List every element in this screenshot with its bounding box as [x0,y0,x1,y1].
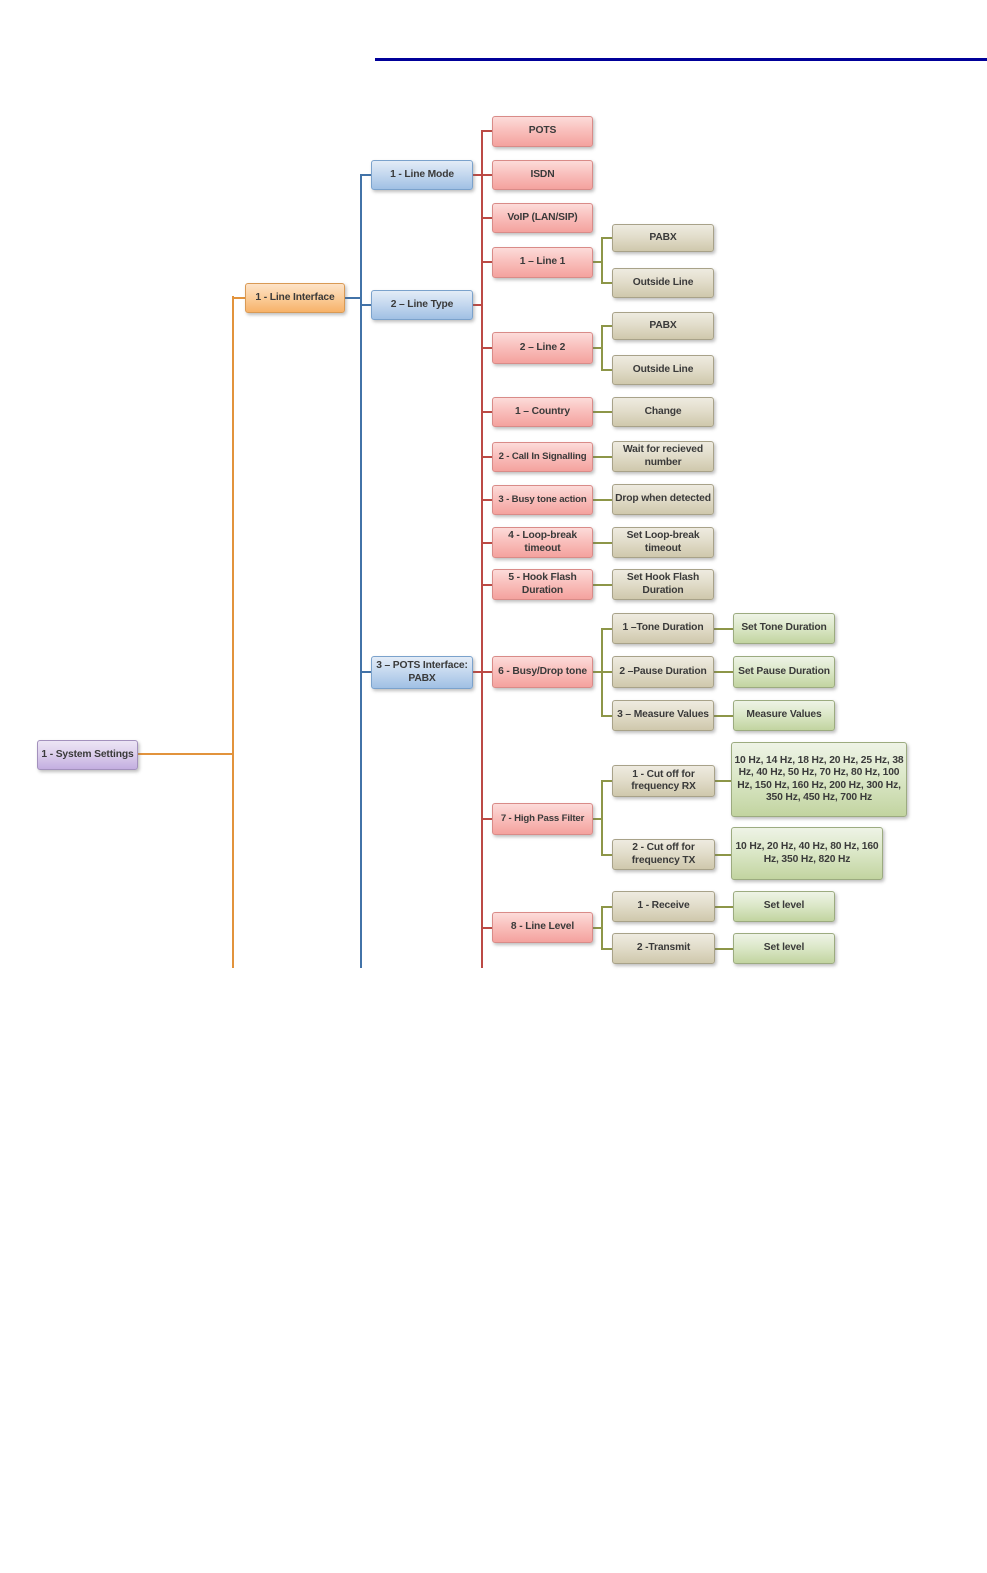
connector-olive [601,369,612,371]
connector-red [481,130,492,132]
node-loopbreak: 4 - Loop-break timeout [492,527,593,558]
node-pabx1: PABX [612,224,714,252]
connector-olive [601,237,603,284]
node-setlevel2: Set level [733,933,835,964]
connector-red [481,584,492,586]
connector-blue [360,174,371,176]
node-cuttx: 2 - Cut off for frequency TX [612,839,715,870]
node-receive: 1 - Receive [612,891,715,922]
connector-olive [713,715,733,717]
connector-red [481,347,492,349]
connector-olive [713,671,733,673]
connector-red [481,456,492,458]
connector-olive [715,780,731,782]
connector-orange [138,753,233,755]
node-system-settings: 1 - System Settings [37,740,138,770]
connector-olive [601,780,603,856]
node-sethook: Set Hook Flash Duration [612,569,714,600]
connector-olive [601,628,612,630]
connector-red [481,818,492,820]
node-line-mode: 1 - Line Mode [371,160,473,190]
node-transmit: 2 -Transmit [612,933,715,964]
connector-olive [593,542,612,544]
connector-olive [601,854,612,856]
connector-olive [593,411,612,413]
node-line1: 1 – Line 1 [492,247,593,278]
node-linelevel: 8 - Line Level [492,912,593,943]
connector-olive [601,325,612,327]
connector-orange [232,297,245,299]
node-change: Change [612,397,714,427]
node-setpause: Set Pause Duration [733,656,835,688]
node-isdn: ISDN [492,160,593,190]
connector-red [481,542,492,544]
connector-red [481,927,492,929]
connector-olive [601,237,612,239]
node-waitnum: Wait for recieved number [612,441,714,472]
connector-olive [601,906,603,950]
node-busydrop: 6 - Busy/Drop tone [492,656,593,688]
connector-olive [715,906,733,908]
connector-olive [601,671,612,673]
connector-olive [601,715,612,717]
connector-red [481,217,492,219]
node-country: 1 – Country [492,397,593,427]
node-dropdet: Drop when detected [612,484,714,515]
connector-red [481,411,492,413]
node-pots: POTS [492,116,593,147]
node-hookflash: 5 - Hook Flash Duration [492,569,593,600]
node-highpass: 7 - High Pass Filter [492,803,593,835]
node-pots-interface: 3 – POTS Interface: PABX [371,656,473,689]
connector-red [481,261,492,263]
node-rxfreq: 10 Hz, 14 Hz, 18 Hz, 20 Hz, 25 Hz, 38 Hz, 40 Hz, 50 Hz, 70 Hz, 80 Hz, 100 Hz, 150 Hz, 160 Hz, 200 Hz, 300 Hz, 350 Hz, 450 Hz, 700 Hz [731,742,907,817]
node-callin: 2 - Call In Signalling [492,442,593,472]
node-pausedur: 2 –Pause Duration [612,656,714,688]
node-line2: 2 – Line 2 [492,332,593,364]
connector-blue [360,304,371,306]
connector-olive [601,906,612,908]
node-busytone: 3 - Busy tone action [492,485,593,515]
node-setlevel1: Set level [733,891,835,922]
node-measvals: Measure Values [733,700,835,731]
node-line-interface: 1 - Line Interface [245,283,345,313]
connector-olive [601,948,612,950]
node-cutrx: 1 - Cut off for frequency RX [612,765,715,797]
connector-olive [593,456,612,458]
node-outside1: Outside Line [612,268,714,298]
connector-blue [360,671,371,673]
connector-olive [601,282,612,284]
connector-olive [715,948,733,950]
connector-red [481,130,483,968]
connector-orange [232,296,234,968]
connector-olive [593,584,612,586]
node-setloop: Set Loop-break timeout [612,527,714,558]
connector-olive [601,780,612,782]
node-settone: Set Tone Duration [733,613,835,644]
node-tonedur: 1 –Tone Duration [612,613,714,644]
node-voip: VoIP (LAN/SIP) [492,203,593,233]
node-pabx2: PABX [612,312,714,340]
connector-olive [601,325,603,371]
node-txfreq: 10 Hz, 20 Hz, 40 Hz, 80 Hz, 160 Hz, 350 Hz, 820 Hz [731,827,883,880]
connector-olive [715,854,731,856]
node-measure: 3 – Measure Values [612,700,714,731]
connector-olive [593,499,612,501]
connector-blue [345,297,361,299]
connector-olive [713,628,733,630]
node-outside2: Outside Line [612,355,714,385]
node-line-type: 2 – Line Type [371,290,473,320]
connector-blue [360,174,362,968]
header-rule [375,58,987,61]
connector-red [481,499,492,501]
